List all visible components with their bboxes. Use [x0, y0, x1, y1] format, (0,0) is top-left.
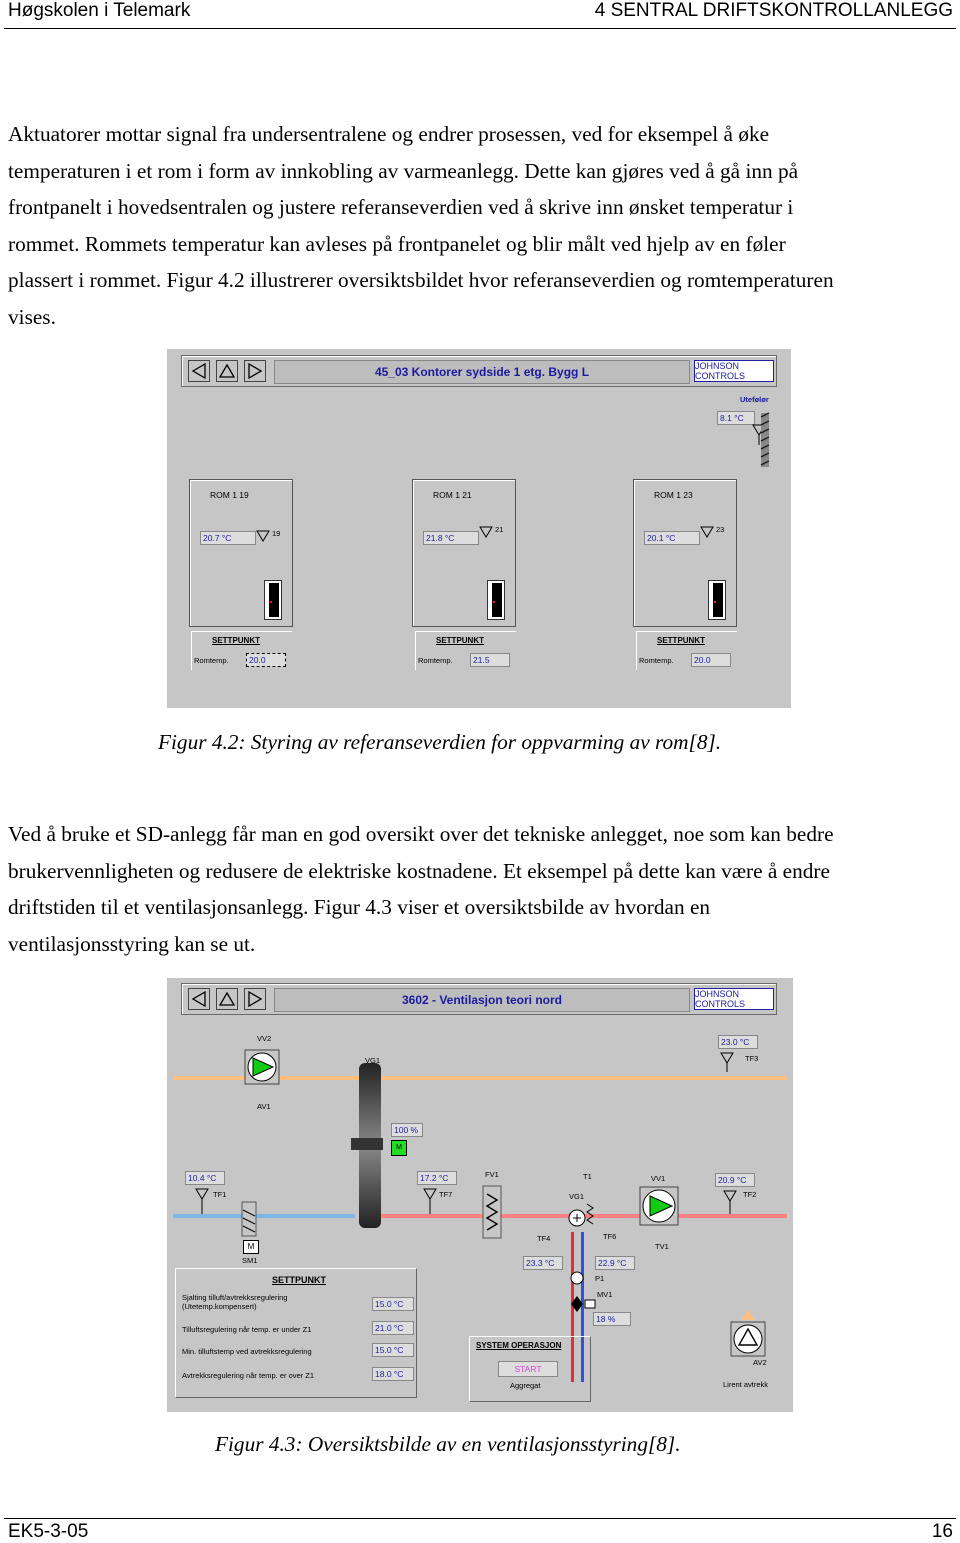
label-lirent-avtrekk: Lirent avtrekk	[723, 1380, 769, 1389]
body-paragraph-2: Ved å bruke et SD-anlegg får man en god oversikt over det tekniske anlegget, noe som kan bedre brukervennligheten og redusere de elektriske kostnadene. Et eksempel på dette kan være å endre driftstiden til et ventilasjonsanlegg. Figur 4.3 viser et oversiktsbilde av hvordan en ventilasjonsstyring kan se ut.	[8, 822, 834, 956]
outdoor-sensor-label: Utefølør	[740, 395, 769, 404]
setpoint-row-3-label: Min. tilluftstemp ved avtrekksregulering	[182, 1347, 312, 1356]
setpoint-row-1-input[interactable]: 15.0 °C	[372, 1297, 414, 1311]
room-2-name: ROM 1 21	[433, 490, 472, 500]
setpoint-panel-2	[415, 631, 516, 670]
room-panel-2	[412, 479, 516, 627]
label-tf3: TF3	[745, 1054, 759, 1063]
temp-sensor-icon	[700, 526, 714, 538]
label-tf2: TF2	[743, 1190, 757, 1199]
motor-status-icon: M	[391, 1140, 407, 1156]
outdoor-air-duct	[173, 1214, 355, 1218]
label-mv1: MV1	[597, 1290, 613, 1299]
figure-1-titlebar	[181, 355, 777, 387]
figure-1-title: 45_03 Kontorer sydside 1 etg. Bygg L	[274, 360, 690, 384]
figure-4-2	[167, 349, 791, 708]
label-sm1: SM1	[242, 1256, 258, 1265]
setpoint-2-input[interactable]: 21.5	[470, 653, 510, 667]
damper-icon	[239, 1200, 259, 1240]
temp-sensor-icon	[723, 1190, 737, 1214]
settpunkt-panel	[175, 1268, 417, 1398]
setpoint-row-1-label: Sjalting tilluft/avtrekksregulering (Utetemp.kompensert)	[182, 1293, 288, 1311]
page-header	[0, 0, 960, 28]
door-icon	[708, 580, 726, 620]
exchanger-percent: 100 %	[391, 1123, 423, 1137]
header-rule	[4, 28, 956, 29]
forward-arrow-icon[interactable]	[244, 988, 266, 1010]
figure-2-titlebar	[181, 983, 777, 1015]
start-button[interactable]: START	[498, 1361, 558, 1377]
setpoint-row-4-label: Avtrekksregulering når temp. er over Z1	[182, 1371, 315, 1380]
door-icon	[264, 580, 282, 620]
setpoint-row-3-input[interactable]: 15.0 °C	[372, 1343, 414, 1357]
setpoint-3-title: SETTPUNKT	[657, 636, 705, 645]
tf6-value: 22.9 °C	[595, 1256, 635, 1270]
up-arrow-icon[interactable]	[216, 360, 238, 382]
system-operation-panel	[469, 1336, 591, 1402]
back-arrow-icon[interactable]	[188, 988, 210, 1010]
tf4-value: 23.3 °C	[523, 1256, 563, 1270]
exchanger-motor-icon	[351, 1138, 383, 1150]
outdoor-temp-value: 8.1 °C	[717, 411, 755, 425]
figure-2-title: 3602 - Ventilasjon teori nord	[274, 988, 690, 1012]
body-paragraph-1: Aktuatorer mottar signal fra undersentralene og endrer prosessen, ved for eksempel å øke temperaturen i et rom i form av innkobling av varmeanlegg. Dette kan gjøres ved å gå inn på frontpanelt i hovedsentralen og justere referanseverdien ved å skrive inn ønsket temperatur i rommet. Rommets temperatur kan avleses på frontpanelet og blir målt ved hjelp av en føler plassert i rommet. Figur 4.2 illustrerer oversiktsbildet hvor referanseverdien og romtemperaturen vises.	[8, 122, 834, 329]
temp-sensor-icon	[256, 530, 270, 542]
supply-fan-icon	[637, 1184, 681, 1236]
room-2-temp: 21.8 °C	[423, 531, 479, 545]
label-vg1-heater: VG1	[569, 1192, 585, 1201]
setpoint-1-label: Romtemp.	[194, 656, 229, 665]
temp-sensor-icon	[479, 526, 493, 538]
back-arrow-icon[interactable]	[188, 360, 210, 382]
label-tf1: TF1	[213, 1190, 227, 1199]
temp-sensor-icon	[195, 1188, 209, 1214]
exhaust-fan-icon	[243, 1044, 281, 1100]
setpoint-3-label: Romtemp.	[639, 656, 674, 665]
system-operation-title: SYSTEM OPERASJON	[476, 1341, 562, 1350]
label-av2: AV2	[753, 1358, 767, 1367]
valve-percent: 18 %	[593, 1312, 631, 1326]
label-vg1: VG1	[365, 1056, 381, 1065]
filter-icon	[481, 1180, 503, 1244]
figure-4-2-caption: Figur 4.2: Styring av referanseverdien for oppvarming av rom[8].	[158, 730, 722, 754]
temp-sensor-icon	[423, 1188, 437, 1214]
header-institution: Høgskolen i Telemark	[8, 0, 191, 21]
up-arrow-icon[interactable]	[216, 988, 238, 1010]
figure-4-3-caption: Figur 4.3: Oversiktsbilde av en ventilasjonsstyring[8].	[215, 1432, 681, 1456]
exhaust-fan-2-icon	[727, 1308, 769, 1360]
label-tf6: TF6	[603, 1232, 617, 1241]
setpoint-panel-3	[636, 631, 737, 670]
page-number: 16	[931, 1521, 953, 1542]
room-3-temp: 20.1 °C	[644, 531, 700, 545]
room-2-sensor: 21	[495, 525, 504, 534]
johnson-controls-logo: JOHNSON CONTROLS	[694, 988, 774, 1010]
label-tf7: TF7	[439, 1190, 453, 1199]
label-tv1: TV1	[655, 1242, 669, 1251]
outdoor-sensor-icon	[745, 411, 775, 469]
room-1-sensor: 19	[272, 529, 281, 538]
label-av1: AV1	[257, 1102, 271, 1111]
room-1-temp: 20.7 °C	[200, 531, 256, 545]
tf7-value: 17.2 °C	[417, 1171, 457, 1185]
room-panel-3	[633, 479, 737, 627]
label-t1: T1	[583, 1172, 592, 1181]
label-vv2: VV2	[257, 1034, 272, 1043]
johnson-controls-logo: JOHNSON CONTROLS	[694, 360, 774, 382]
room-1-name: ROM 1 19	[210, 490, 249, 500]
room-3-sensor: 23	[716, 525, 725, 534]
setpoint-1-input[interactable]: 20.0	[246, 653, 286, 667]
room-3-name: ROM 1 23	[654, 490, 693, 500]
tf1-value: 10.4 °C	[185, 1171, 225, 1185]
label-p1: P1	[595, 1274, 605, 1283]
tf2-value: 20.9 °C	[715, 1173, 755, 1187]
label-fv1: FV1	[485, 1170, 499, 1179]
setpoint-panel-1	[191, 631, 292, 670]
label-vv1: VV1	[651, 1174, 666, 1183]
label-tf4: TF4	[537, 1234, 551, 1243]
setpoint-1-title: SETTPUNKT	[212, 636, 260, 645]
footer-code: EK5-3-05	[8, 1521, 89, 1542]
room-panel-1	[189, 479, 293, 627]
setpoint-row-2-label: Tilluftsregulering når temp. er under Z1	[182, 1325, 312, 1334]
figure-4-3	[167, 978, 793, 1412]
setpoint-row-2-input[interactable]: 21.0 °C	[372, 1321, 414, 1335]
door-icon	[487, 580, 505, 620]
setpoint-row-4-input[interactable]: 18.0 °C	[372, 1367, 414, 1381]
temp-sensor-icon	[720, 1052, 734, 1072]
header-chapter: 4 SENTRAL DRIFTSKONTROLLANLEGG	[594, 0, 953, 21]
forward-arrow-icon[interactable]	[244, 360, 266, 382]
aggregat-label: Aggregat	[510, 1381, 541, 1390]
setpoint-3-input[interactable]: 20.0	[691, 653, 731, 667]
tf3-value: 23.0 °C	[718, 1035, 758, 1049]
damper-motor-icon: M	[243, 1240, 259, 1254]
heating-coil-icon	[567, 1200, 599, 1234]
setpoint-2-title: SETTPUNKT	[436, 636, 484, 645]
settpunkt-title: SETTPUNKT	[272, 1275, 326, 1285]
footer-rule	[4, 1518, 956, 1519]
setpoint-2-label: Romtemp.	[418, 656, 453, 665]
